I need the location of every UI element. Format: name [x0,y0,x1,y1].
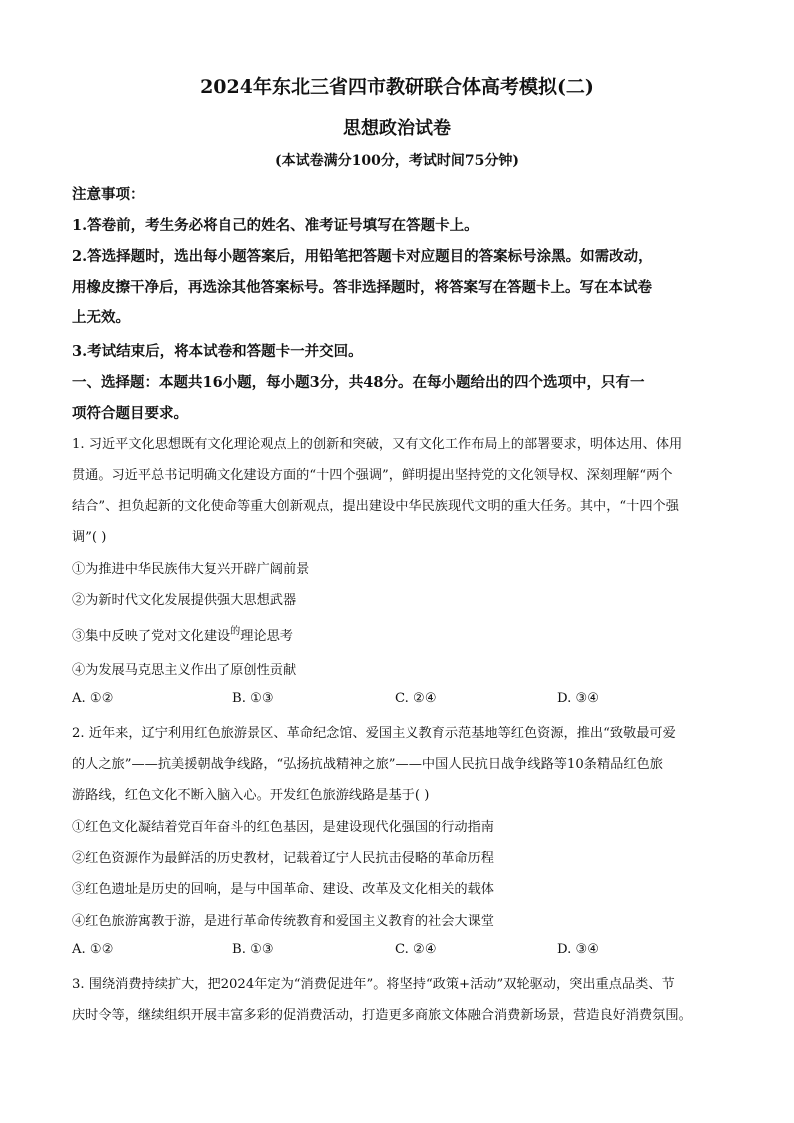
choice-a: A. ①② [72,691,114,706]
statement-item: ④红色旅游寓教于游，是进行革命传统教育和爱国主义教育的社会大课堂 [72,914,494,929]
question-stem: 2. 近年来，辽宁利用红色旅游景区、革命纪念馆、爱国主义教育示范基地等红色资源，推出“致敬最可爱 [72,726,676,741]
question-stem: 的人之旅”——抗美援朝战争线路，“弘扬抗战精神之旅”——中国人民抗日战争线路等10条精品红色旅 [72,757,663,772]
notice-line: 2.答选择题时，选出每小题答案后，用铅笔把答题卡对应题目的答案标号涂黑。如需改动， [72,248,653,265]
notice-line: 上无效。 [72,309,130,326]
choice-d: D. ③④ [557,691,600,706]
superscript-char: 的 [230,626,241,637]
notice-line: 用橡皮擦干净后，再选涂其他答案标号。答非选择题时，将答案写在答题卡上。写在本试卷 [72,279,652,296]
choice-d: D. ③④ [557,942,600,957]
choice-c: C. ②④ [395,942,437,957]
exam-meta: (本试卷满分100分，考试时间75分钟) [275,153,519,169]
choice-b: B. ①③ [232,691,274,706]
statement-item: ④为发展马克思主义作出了原创性贡献 [72,663,297,678]
question-stem: 结合”、担负起新的文化使命等重大创新观点，提出建设中华民族现代文明的重大任务。其中，“十四个强 [72,499,679,514]
notice-heading: 注意事项： [72,186,145,203]
choice-a: A. ①② [72,942,114,957]
question-stem: 1. 习近平文化思想既有文化理论观点上的创新和突破，又有文化工作布局上的部署要求，明体达用、体用 [72,437,683,452]
statement-item: ②为新时代文化发展提供强大思想武器 [72,593,297,608]
choice-b: B. ①③ [232,942,274,957]
statement-item [72,625,293,644]
section-heading: 一、选择题：本题共16小题，每小题3分，共48分。在每小题给出的四个选项中，只有一 [72,374,645,391]
question-stem: 调”( ) [72,530,107,545]
exam-title: 2024年东北三省四市教研联合体高考模拟(二) [200,76,594,98]
statement-text: 理论思考 [240,629,293,644]
question-stem: 3. 围绕消费持续扩大，把2024年定为“消费促进年”。将坚持“政策+活动”双轮驱动，突出重点品类、节 [72,977,675,992]
question-stem: 庆时令等，继续组织开展丰富多彩的促消费活动，打造更多商旅文体融合消费新场景，营造良好消费氛围。 [72,1008,692,1023]
notice-line: 1.答卷前，考生务必将自己的姓名、准考证号填写在答题卡上。 [72,217,479,234]
choice-c: C. ②④ [395,691,437,706]
statement-item: ②红色资源作为最鲜活的历史教材，记载着辽宁人民抗击侵略的革命历程 [72,851,494,866]
statement-text: ③集中反映了党对文化建设 [72,629,231,644]
question-stem: 贯通。习近平总书记明确文化建设方面的“十四个强调”，鲜明提出坚持党的文化领导权、深刻理解“两个 [72,468,673,483]
notice-line: 3.考试结束后，将本试卷和答题卡一并交回。 [72,343,363,360]
statement-item: ①为推进中华民族伟大复兴开辟广阔前景 [72,562,310,577]
section-heading: 项符合题目要求。 [72,405,188,422]
question-stem: 游路线，红色文化不断入脑入心。开发红色旅游线路是基于( ) [72,788,430,803]
statement-item: ③红色遗址是历史的回响，是与中国革命、建设、改革及文化相关的载体 [72,882,494,897]
statement-item: ①红色文化凝结着党百年奋斗的红色基因，是建设现代化强国的行动指南 [72,820,494,835]
subject-title: 思想政治试卷 [343,118,451,139]
